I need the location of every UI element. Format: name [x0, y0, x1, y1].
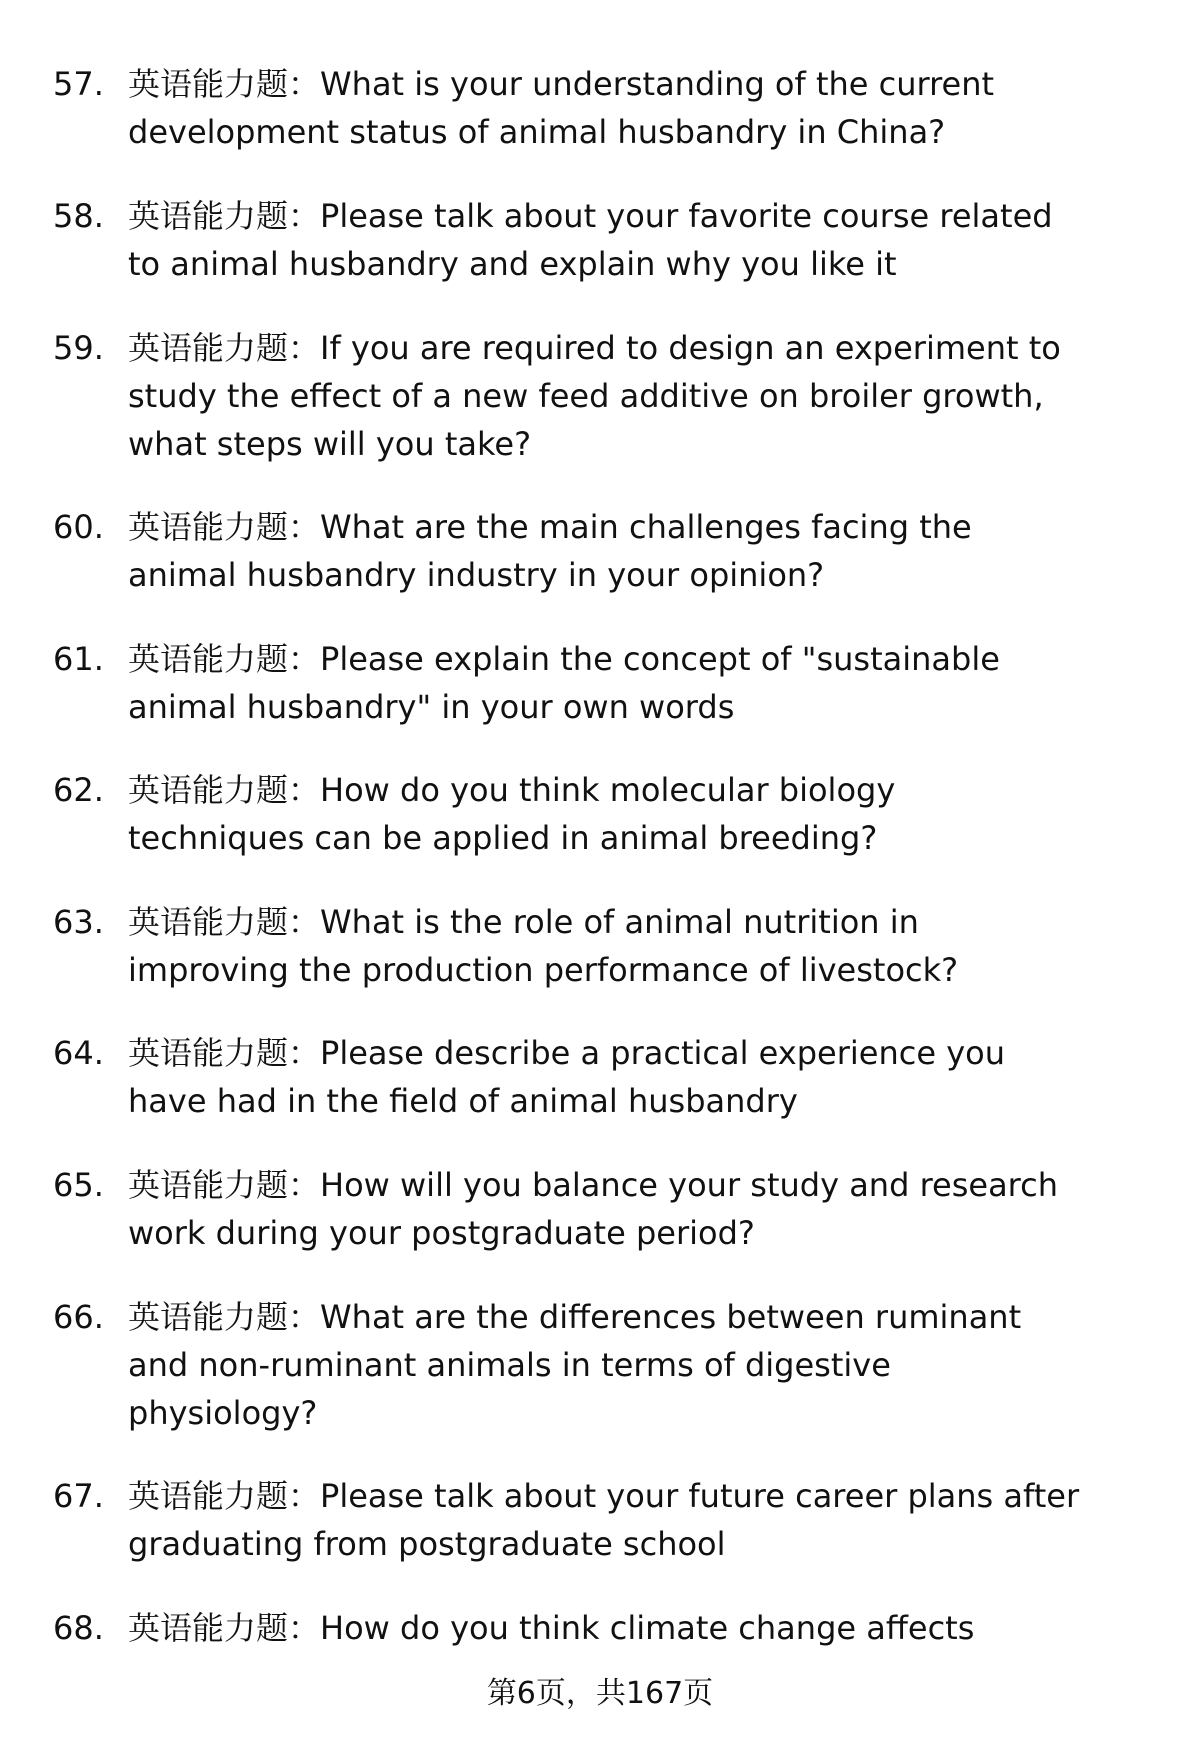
question-prefix: 英语能力题：: [128, 1166, 321, 1204]
question-prefix: 英语能力题：: [128, 640, 321, 678]
question-line: [128, 60, 1188, 108]
question-line: [128, 1209, 1188, 1257]
question-number: 65.: [53, 1166, 104, 1204]
question-prefix: 英语能力题：: [128, 1034, 321, 1072]
question-line: [128, 551, 1188, 599]
question-prefix: 英语能力题：: [128, 329, 321, 367]
question-number: 61.: [53, 640, 104, 678]
question-line: [128, 635, 1188, 683]
question-body: [128, 192, 1188, 288]
question-line: [128, 240, 1188, 288]
question-prefix: 英语能力题：: [128, 1609, 321, 1647]
question-text: improving the production performance of livestock?: [128, 951, 959, 989]
question-number: 66.: [53, 1298, 104, 1336]
question-number: 60.: [53, 508, 104, 546]
question-body: [128, 503, 1188, 599]
question-line: [128, 324, 1188, 372]
question-line: [128, 503, 1188, 551]
question-prefix: 英语能力题：: [128, 65, 321, 103]
question-line: [128, 1389, 1188, 1437]
question-body: [128, 1604, 1188, 1652]
question-text: study the effect of a new feed additive on broiler growth,: [128, 377, 1044, 415]
question-prefix: 英语能力题：: [128, 508, 321, 546]
question-line: [128, 1604, 1188, 1652]
question-body: [128, 898, 1188, 994]
question-text: have had in the field of animal husbandry: [128, 1082, 798, 1120]
question-text: Please describe a practical experience you: [320, 1034, 1005, 1072]
question-body: [128, 1293, 1188, 1437]
question-number: 62.: [53, 771, 104, 809]
question-body: [128, 60, 1188, 156]
question-line: [128, 766, 1188, 814]
question-text: what steps will you take?: [128, 425, 532, 463]
question-body: [128, 766, 1188, 862]
question-line: [128, 683, 1188, 731]
question-number: 67.: [53, 1477, 104, 1515]
question-number: 68.: [53, 1609, 104, 1647]
question-line: [128, 192, 1188, 240]
question-text: graduating from postgraduate school: [128, 1525, 726, 1563]
question-prefix: 英语能力题：: [128, 197, 321, 235]
question-number: 64.: [53, 1034, 104, 1072]
question-line: [128, 1161, 1188, 1209]
question-text: animal husbandry" in your own words: [128, 688, 735, 726]
question-text: How will you balance your study and research: [320, 1166, 1058, 1204]
question-number: 63.: [53, 903, 104, 941]
question-text: Please talk about your future career plans after: [320, 1477, 1080, 1515]
question-text: physiology?: [128, 1394, 318, 1432]
question-line: [128, 1029, 1188, 1077]
question-body: [128, 1161, 1188, 1257]
question-line: [128, 1293, 1188, 1341]
question-line: [128, 946, 1188, 994]
question-text: What is the role of animal nutrition in: [320, 903, 919, 941]
question-text: How do you think molecular biology: [320, 771, 896, 809]
question-line: [128, 108, 1188, 156]
question-body: [128, 324, 1188, 468]
question-text: What is your understanding of the current: [320, 65, 995, 103]
question-line: [128, 1472, 1188, 1520]
question-line: [128, 372, 1188, 420]
question-body: [128, 1029, 1188, 1125]
question-line: [128, 1520, 1188, 1568]
question-prefix: 英语能力题：: [128, 1477, 321, 1515]
question-line: [128, 898, 1188, 946]
question-number: 59.: [53, 329, 104, 367]
question-line: [128, 1077, 1188, 1125]
question-text: Please explain the concept of "sustainable: [320, 640, 1000, 678]
question-text: What are the differences between ruminant: [320, 1298, 1022, 1336]
question-text: development status of animal husbandry in China?: [128, 113, 946, 151]
question-text: animal husbandry industry in your opinion?: [128, 556, 825, 594]
question-number: 58.: [53, 197, 104, 235]
question-line: [128, 420, 1188, 468]
question-text: and non-ruminant animals in terms of digestive: [128, 1346, 891, 1384]
question-text: How do you think climate change affects: [320, 1609, 975, 1647]
question-line: [128, 1341, 1188, 1389]
question-body: [128, 635, 1188, 731]
question-line: [128, 814, 1188, 862]
question-text: Please talk about your favorite course related: [320, 197, 1053, 235]
question-body: [128, 1472, 1188, 1568]
page-footer: 第6页，共167页: [486, 1676, 714, 1711]
question-prefix: 英语能力题：: [128, 1298, 321, 1336]
question-text: work during your postgraduate period?: [128, 1214, 755, 1252]
question-text: techniques can be applied in animal breeding?: [128, 819, 878, 857]
question-text: to animal husbandry and explain why you like it: [128, 245, 897, 283]
question-prefix: 英语能力题：: [128, 903, 321, 941]
question-text: What are the main challenges facing the: [320, 508, 972, 546]
question-text: If you are required to design an experiment to: [320, 329, 1061, 367]
question-prefix: 英语能力题：: [128, 771, 321, 809]
question-number: 57.: [53, 65, 104, 103]
